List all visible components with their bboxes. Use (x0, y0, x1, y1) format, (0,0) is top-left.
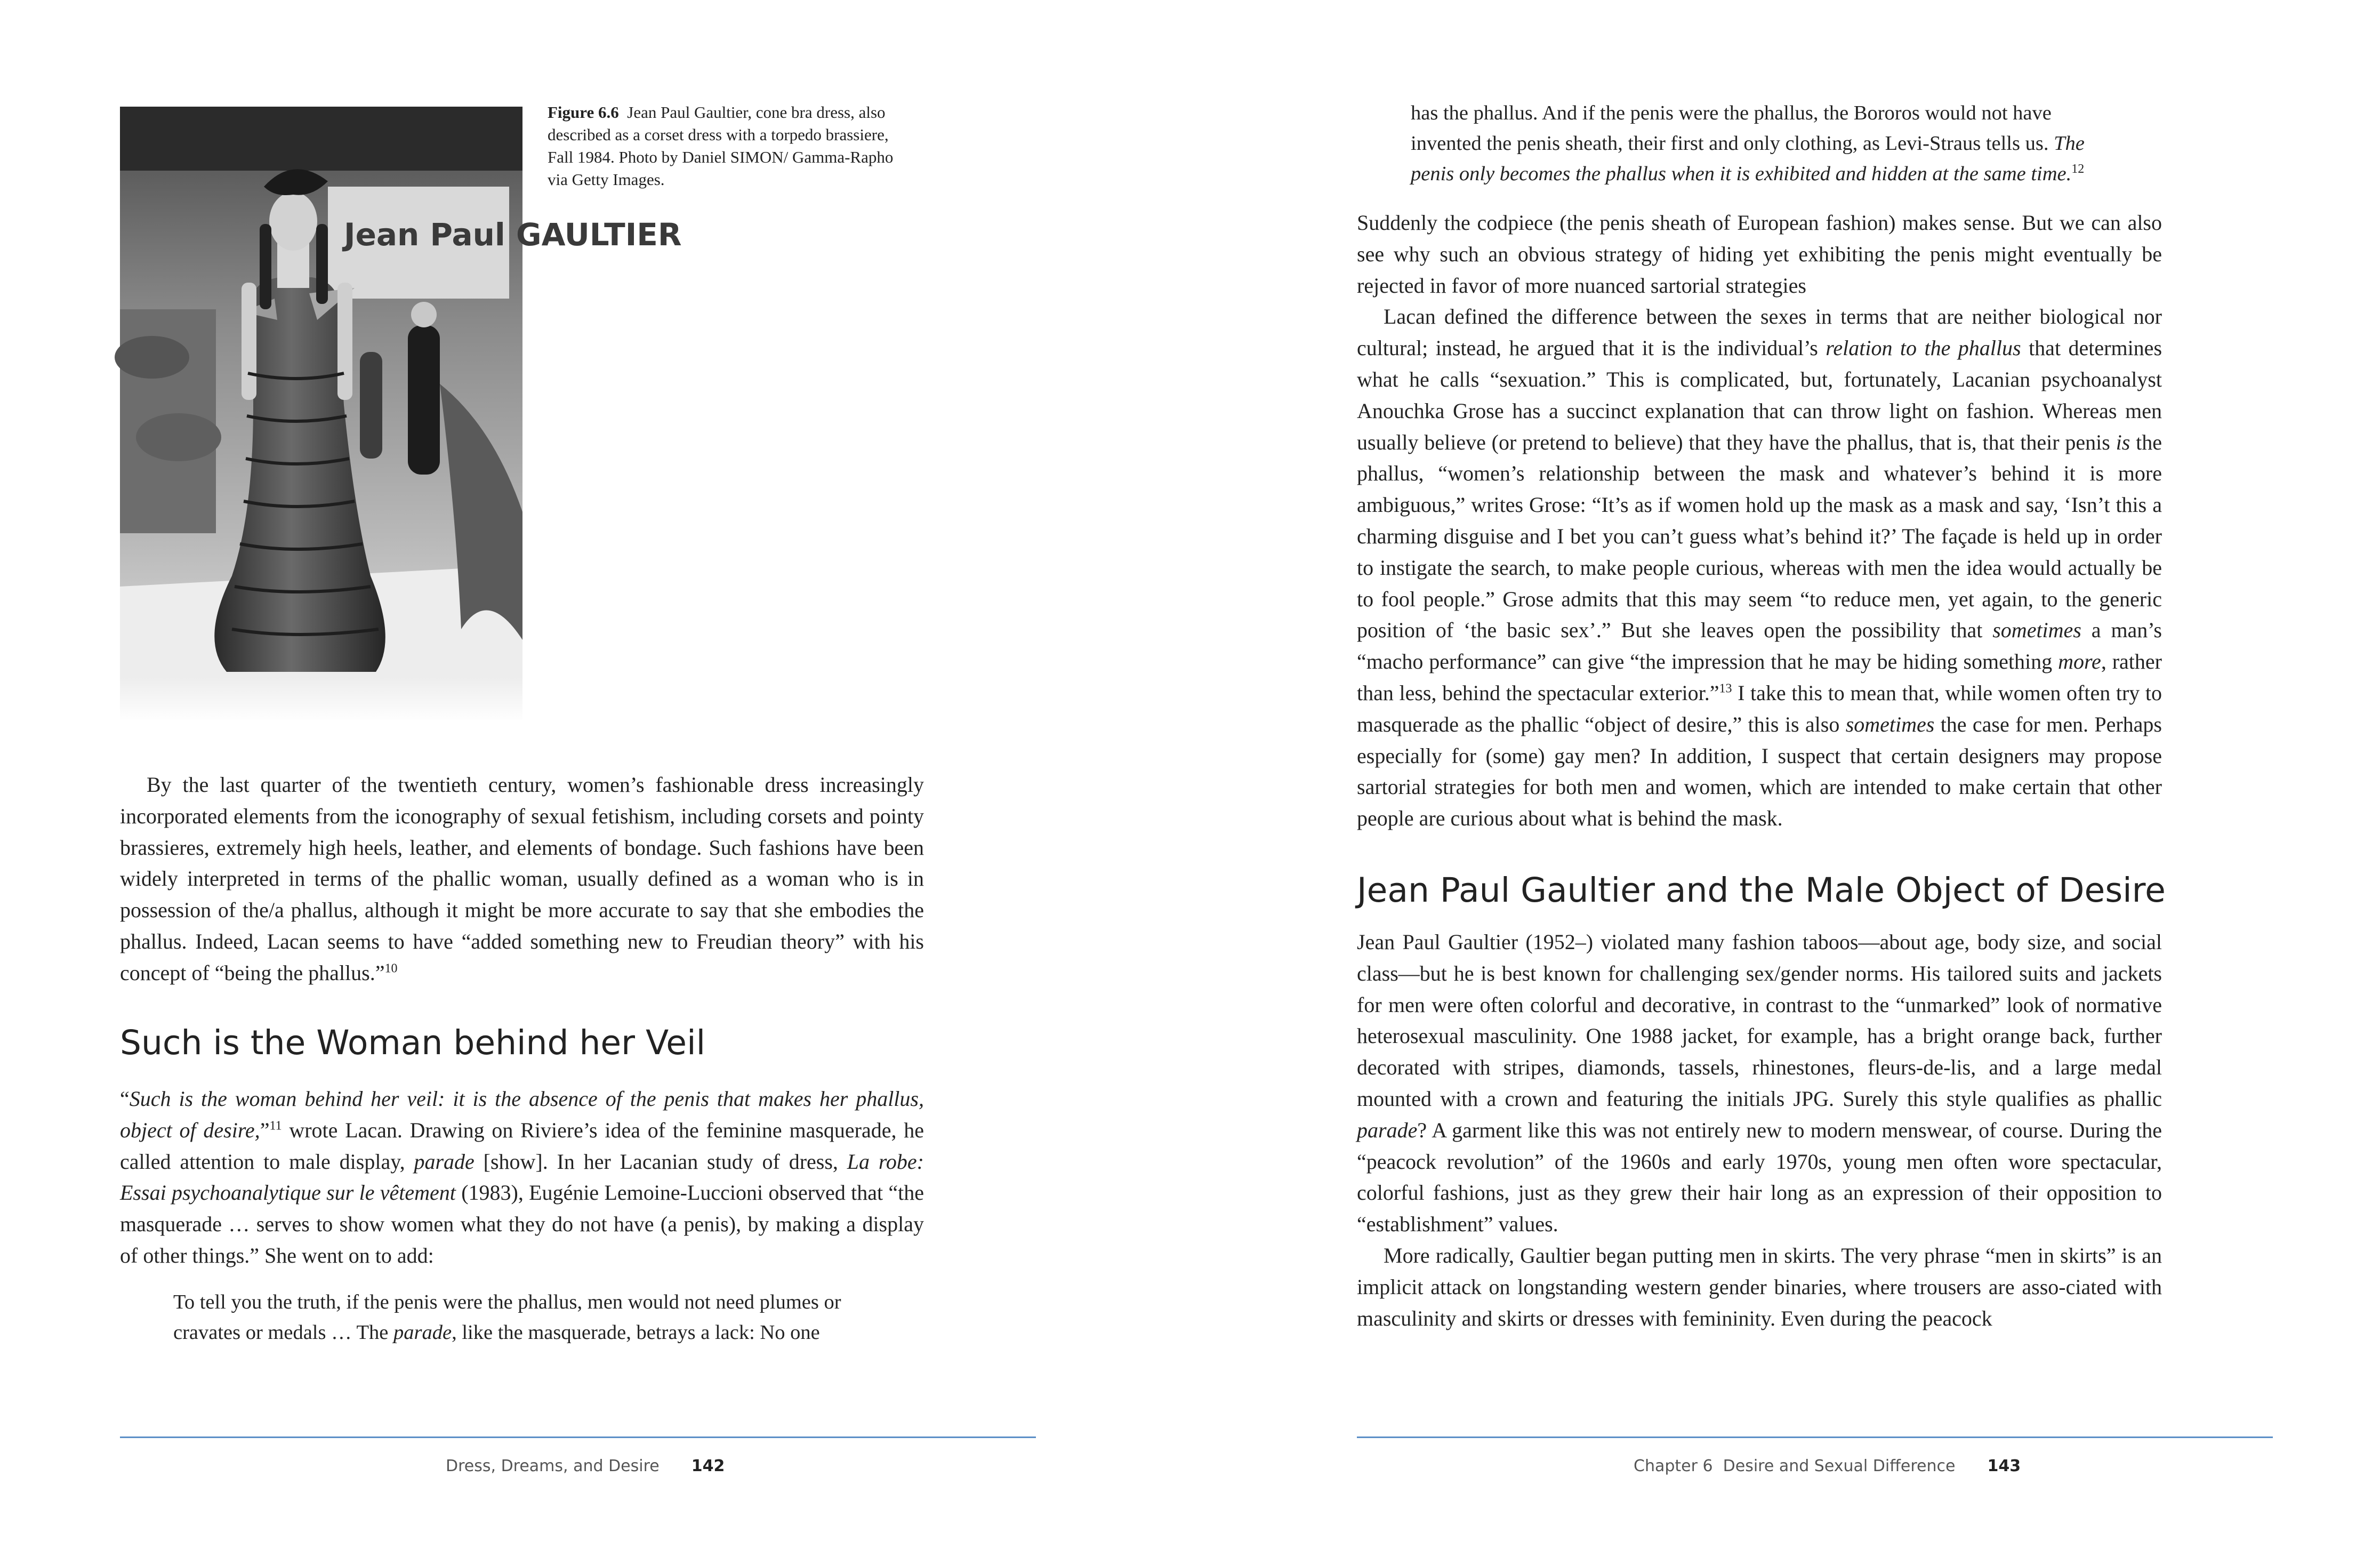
footer-rule (120, 1436, 1036, 1438)
left-paragraph-1 (120, 769, 924, 989)
paragraph-text: Lacan defined the difference between the sexes in terms that are neither biological nor cultural; instead, he argued that it is the individual’s (1357, 304, 2162, 360)
figure-label: Figure 6.6 (548, 103, 619, 122)
italic-term: is (2116, 430, 2130, 454)
section-heading: Such is the Woman behind her Veil (120, 1023, 706, 1062)
paragraph-text: I take this to mean that, while women often try to masquerade as the phallic “object of desire,” this is also (1357, 680, 2162, 736)
right-paragraph-1 (1357, 207, 2162, 834)
footer-rule (1357, 1436, 2273, 1438)
figure-caption (548, 101, 910, 191)
paragraph-text: that determines what he calls “sexuation.” This is complicated, but, fortunately, Lacanian psychoanalyst Anouchka Grose has a succinct explanation that can throw light on fashion. Whereas men usually believe (or pretend to believe) that they have the phallus, that is, that their penis (1357, 336, 2162, 454)
quote-text: , like the masquerade, betrays a lack: No one (452, 1321, 820, 1344)
block-quote-continued (1411, 98, 2120, 189)
page-number: 142 (691, 1457, 725, 1475)
footnote-ref: 13 (1719, 681, 1732, 696)
quote-text: To tell you the truth, if the penis were the phallus, men would not need plumes or cravates or medals … The (173, 1291, 841, 1344)
paragraph-text: [show]. In her Lacanian study of dress, (474, 1149, 847, 1174)
right-paragraph-2 (1357, 301, 2162, 834)
running-title: Dress, Dreams, and Desire (446, 1457, 660, 1475)
right-page (1190, 0, 2380, 1549)
page-number: 143 (1987, 1457, 2021, 1475)
paragraph-text: (1983), Eugénie Lemoine-Luccioni observed that “the masquerade … serves to show women what they do not have (a penis), by making a display of other things.” She went on to add: (120, 1181, 924, 1267)
footnote-ref: 12 (2071, 162, 2085, 176)
quote-text: has the phallus. And if the penis were the phallus, the Bororos would not have invented the penis sheath, their first and only clothing, as Levi-Straus tells us. (1411, 102, 2054, 155)
italic-term: parade (393, 1321, 452, 1344)
footnote-ref: 10 (384, 961, 398, 976)
italic-quote: The penis only becomes the phallus when it is exhibited and hidden at the same time. (1411, 132, 2085, 185)
paragraph-text: By the last quarter of the twentieth century, women’s fashionable dress increasingly incorporated elements from the iconography of sexual fetishism, including corsets and pointy brassieres, extremely high heels, leather, and elements of bondage. Such fashions have been widely interpreted in terms of the phallic woman, usually defined as a woman who is in possession of the/a phallus, although it might be more accurate to say that she embodies the phallus. Indeed, Lacan seems to have “added something new to Freudian theory” with his concept of “being the phallus.” (120, 773, 924, 985)
paragraph-text: , rather than less, behind the spectacular exterior.” (1357, 649, 2162, 705)
open-quote: “ (120, 1087, 130, 1111)
paragraph-text: wrote Lacan. Drawing on Riviere’s idea of the feminine masquerade, he called attention to male display, (120, 1118, 924, 1174)
lacan-quote: Such is the woman behind her veil: it is the absence of the penis that makes her phallus, object of desire, (120, 1087, 924, 1142)
figure-caption-text: Jean Paul Gaultier, cone bra dress, also described as a corset dress with a torpedo brassiere, Fall 1984. Photo by Daniel SIMON/ Gamma-Rapho via Getty Images. (548, 103, 894, 189)
photo-fade (120, 677, 522, 723)
photo-sign-text: Jean Paul GAULTIER (344, 216, 682, 253)
paragraph-text: ? A garment like this was not entirely new to modern menswear, of course. During the “peacock revolution” of the 1960s and early 1970s, young men often wore spectacular, colorful fashions, just as they grew their hair long as an expression of their opposition to “establishment” values. (1357, 1118, 2162, 1237)
close-quote: ” (260, 1118, 270, 1142)
block-quote (173, 1287, 866, 1348)
running-title: Chapter 6 Desire and Sexual Difference (1634, 1457, 1956, 1475)
left-footer (446, 1456, 725, 1477)
paragraph-3 (1357, 927, 2162, 1240)
left-paragraph-2 (120, 1084, 924, 1272)
right-paragraph-3 (1357, 927, 2162, 1334)
paragraph-text: the case for men. Perhaps especially for (some) gay men? In addition, I suspect that certain designers may propose sartorial strategies for both men and women, which are intended to make certain that other people are curious about what is behind the mask. (1357, 712, 2162, 831)
italic-term: sometimes (1992, 618, 2081, 643)
section-heading: Jean Paul Gaultier and the Male Object of Desire (1357, 871, 2166, 910)
italic-term: parade (414, 1149, 475, 1174)
italic-term: sometimes (1845, 712, 1935, 736)
italic-term: relation to the phallus (1826, 336, 2021, 360)
book-title: La robe: Essai psychoanalytique sur le vêtement (120, 1149, 924, 1205)
italic-term: parade (1357, 1118, 1418, 1142)
paragraph-4: More radically, Gaultier began putting men in skirts. The very phrase “men in skirts” is an implicit attack on longstanding western gender binaries, where trousers are asso-ciated with masculinity and skirts or dresses with femininity. Even during the peacock (1357, 1243, 2162, 1330)
footnote-ref: 11 (269, 1119, 282, 1133)
paragraph-text: a man’s “macho performance” can give “the impression that he may be hiding something (1357, 618, 2162, 674)
paragraph-text: the phallus, “women’s relationship between the mask and whatever’s behind it is more ambiguous,” writes Grose: “It’s as if women hold up the mask as a mask and say, ‘Isn’t this a charming disguise and I bet you can’t guess what’s behind it?’ The façade is held up in order to instigate the search, to make people curious, whereas with men the idea would actually be to fool people.” Grose admits that this may seem “to reduce men, yet again, to the generic position of ‘the basic sex’.” But she leaves open the possibility that (1357, 430, 2162, 643)
paragraph-text: Suddenly the codpiece (the penis sheath of European fashion) makes sense. But we can also see why such an obvious strategy of hiding yet exhibiting the penis might eventually be rejected in favor of more nuanced sartorial strategies (1357, 211, 2162, 298)
right-footer (1634, 1456, 2021, 1477)
italic-term: more (2058, 649, 2101, 674)
paragraph-text: Jean Paul Gaultier (1952–) violated many fashion taboos—about age, body size, and social class—but he is best known for challenging sex/gender norms. His tailored suits and jackets for men were often colorful and decorative, in contrast to the “unmarked” look of normative heterosexual masculinity. One 1988 jacket, for example, has a bright orange back, further decorated with stripes, diamonds, tassels, rhinestones, fleurs-de-lis, and a large medal mounted with a crown and featuring the initials JPG. Surely this style qualifies as phallic (1357, 930, 2162, 1111)
